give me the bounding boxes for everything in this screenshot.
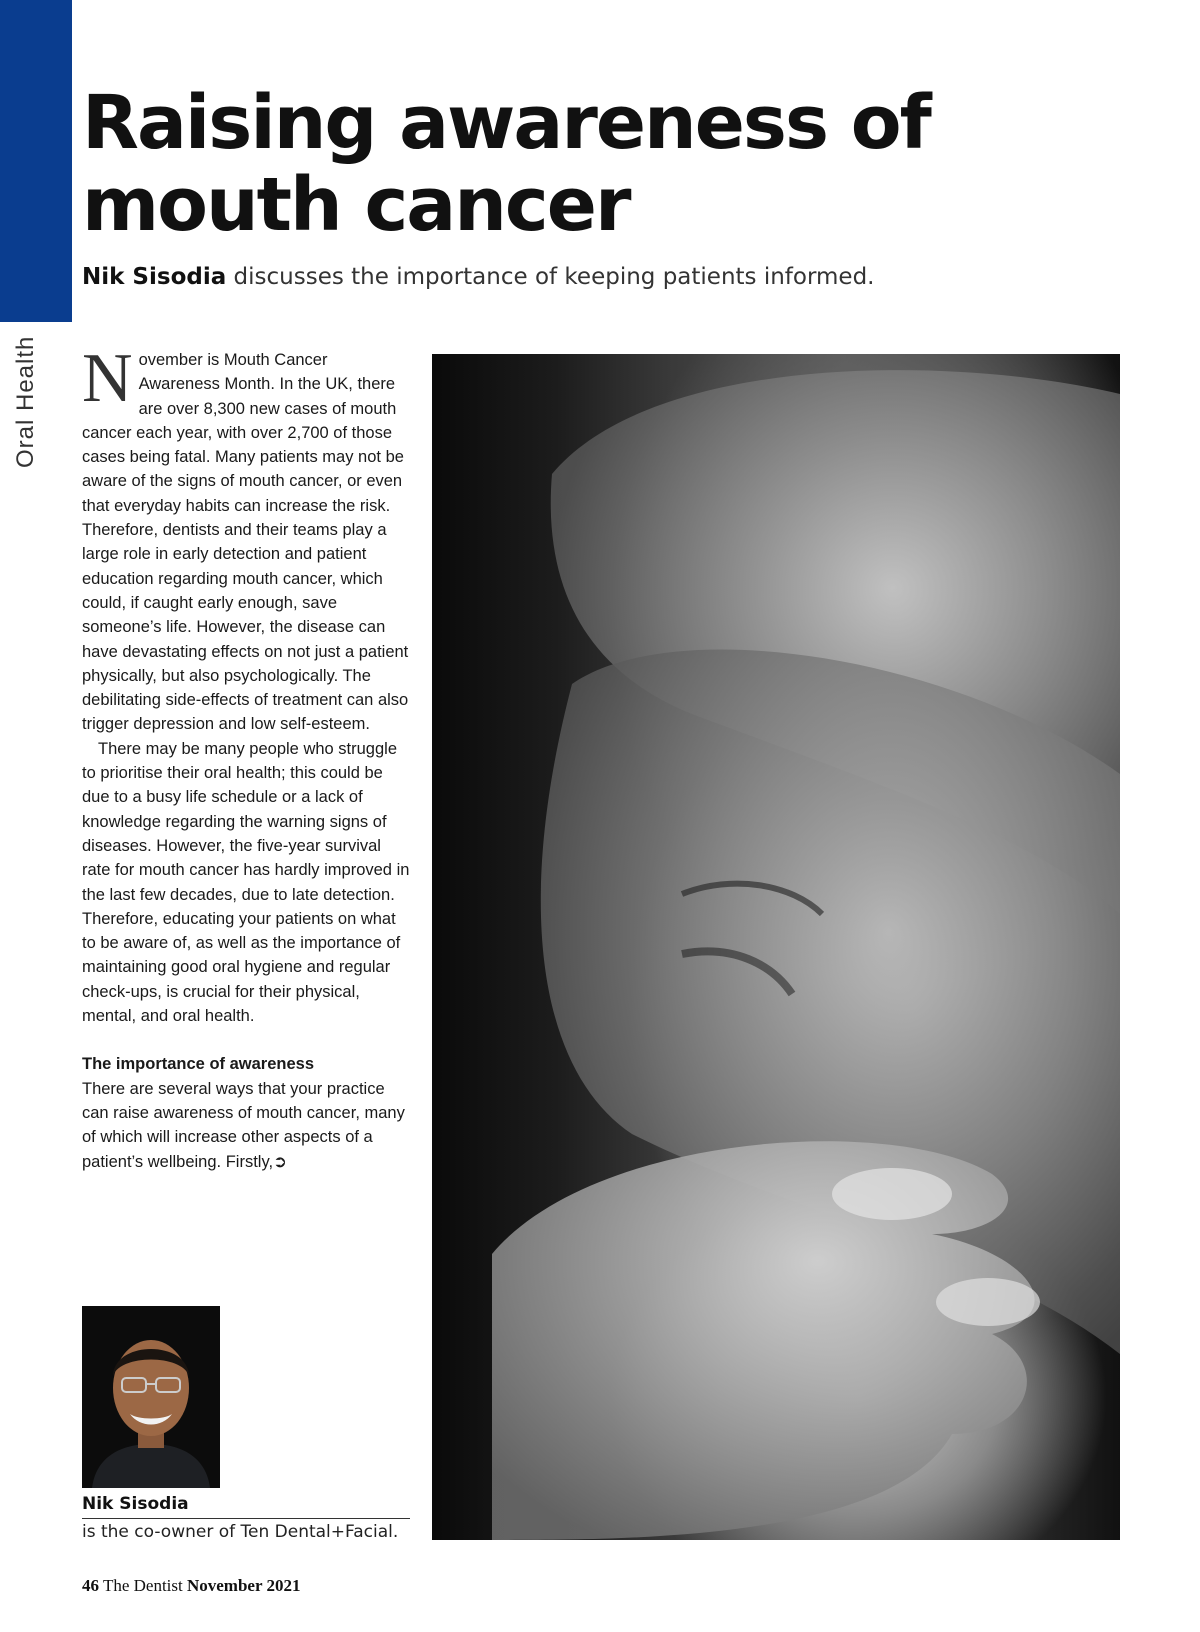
publication-name: The Dentist <box>99 1576 187 1595</box>
paragraph-1-text: ovember is Mouth Cancer Awareness Month. In the UK, there are over 8,300 new cases of mouth cancer each year, with over 2,700 of those cases being fatal. Many patients may not be aware of the signs of mouth cancer, or even that everyday habits can increase the risk. Therefore, dentists and their teams play a large role in early detection and patient education regarding mouth cancer, which could, if caught early enough, save someone’s life. However, the disease can have devastating effects on not just a patient physically, but also psychologically. The debilitating side-effects of treatment can also trigger depression and low self-esteem. <box>82 351 409 734</box>
paragraph-3 <box>82 1077 410 1174</box>
paragraph-3-text: There are several ways that your practice can raise awareness of mouth cancer, many of which will increase other aspects of a patient’s wellbeing. Firstly, <box>82 1079 405 1171</box>
standfirst-author: Nik Sisodia <box>82 264 227 290</box>
feature-photo <box>432 354 1120 1540</box>
standfirst-text: discusses the importance of keeping patients informed. <box>226 264 875 290</box>
section-color-bar <box>0 0 72 322</box>
author-portrait-drawing <box>82 1306 220 1488</box>
bio-text: is the co-owner of Ten Dental+Facial. <box>82 1522 399 1542</box>
photo-shading <box>432 354 1120 1540</box>
issue-date: November 2021 <box>186 1576 301 1595</box>
article-title: Raising awareness of mouth cancer <box>82 80 930 248</box>
continue-arrow-icon: ➲ <box>273 1152 287 1171</box>
author-headshot <box>82 1306 220 1488</box>
subheading: The importance of awareness <box>82 1055 314 1074</box>
standfirst <box>82 264 875 290</box>
paragraph-2: There may be many people who struggle to prioritise their oral health; this could be due to a busy life schedule or a lack of knowledge regarding the warning signs of diseases. However, the five-year survival rate for mouth cancer has hardly improved in the last few decades, due to late detection. Therefore, educating your patients on what to be aware of, as well as the importance of maintaining good oral hygiene and regular check-ups, is crucial for their physical, mental, and oral health. <box>82 739 410 1026</box>
article-body <box>82 340 410 1174</box>
bio-name: Nik Sisodia <box>82 1494 410 1519</box>
section-label: Oral Health <box>12 335 39 468</box>
paragraph-1 <box>82 340 410 737</box>
drop-cap: N <box>82 340 133 417</box>
page-footer <box>82 1576 300 1596</box>
page-number: 46 <box>82 1576 99 1595</box>
